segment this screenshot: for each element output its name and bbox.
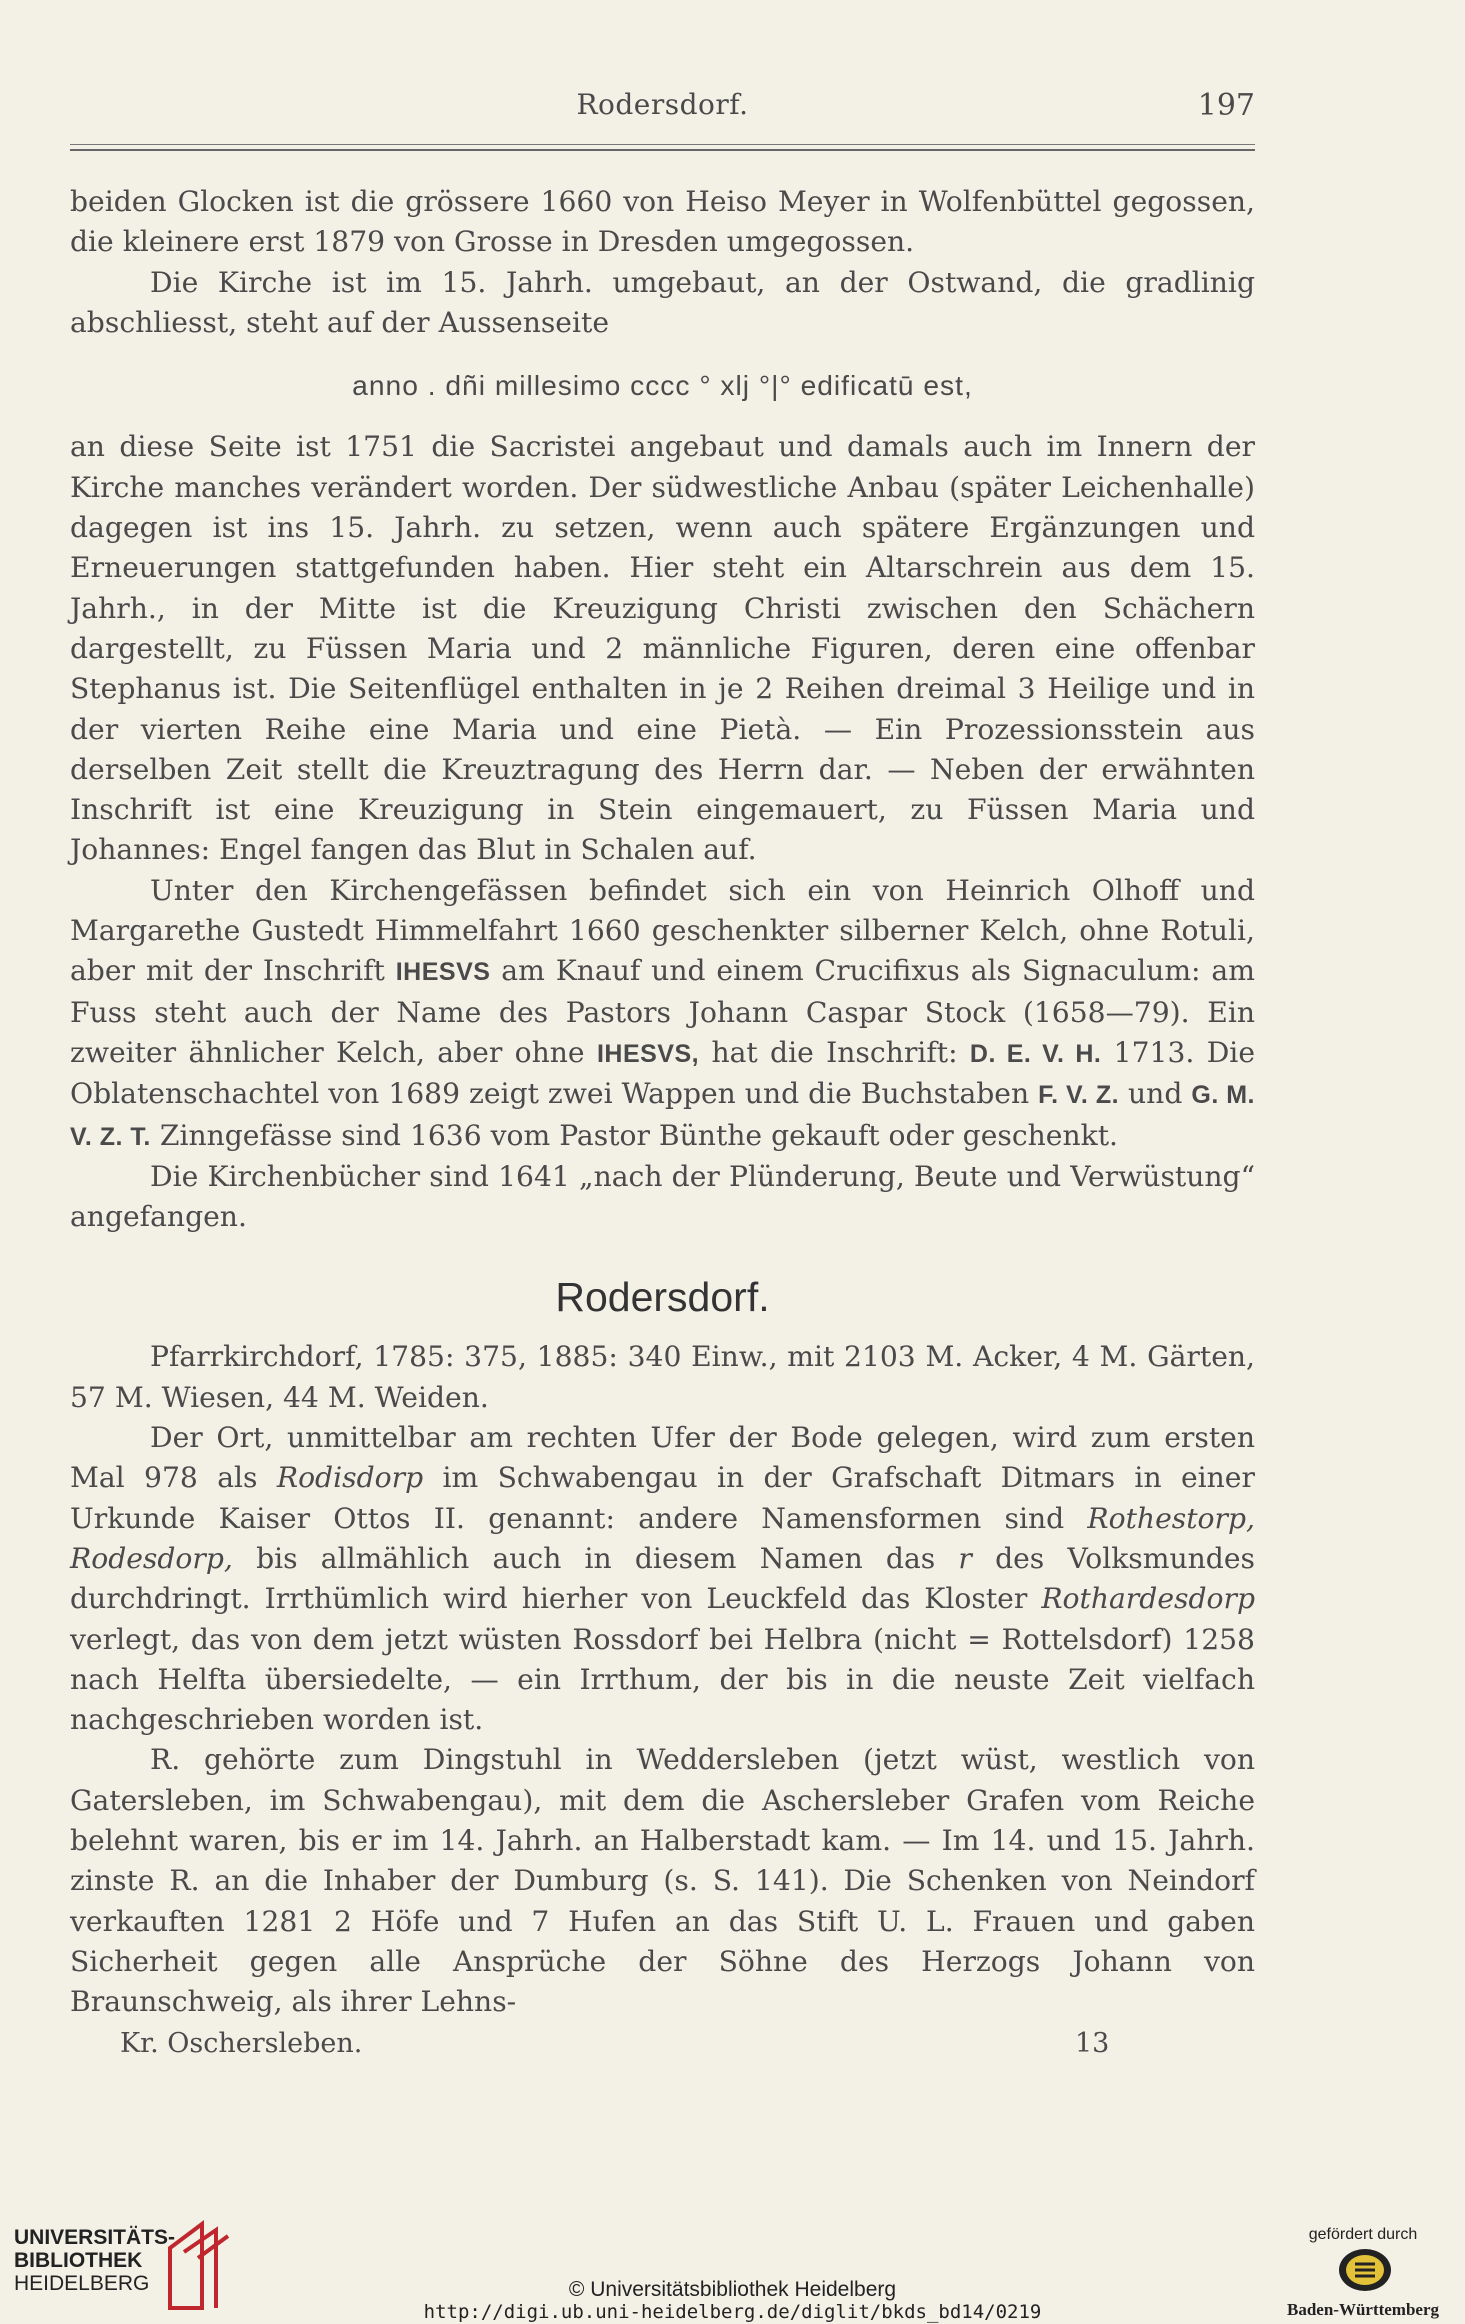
inscription-text: G. M. V. Z. T.: [70, 1081, 1256, 1151]
place-name: Rothardesdorp: [1041, 1582, 1256, 1616]
district-label: Kr. Oschersleben.: [120, 2028, 363, 2060]
text-run: am Knauf und einem Crucifixus als Signaculum: am Fuss steht auch der Name des Pastors Johann Caspar Stock (1658—79). Ein zweiter ähnlicher Kelch, aber ohne: [70, 954, 1255, 1069]
header-rule-thick: [70, 149, 1255, 151]
library-footer: [0, 2204, 1465, 2324]
paragraph: Pfarrkirchdorf, 1785: 375, 1885: 340 Einw., mit 2103 M. Acker, 4 M. Gärten, 57 M. Wiesen, 44 M. Weiden.: [70, 1340, 1255, 1414]
text-run: und: [1128, 1077, 1183, 1111]
page-body: [70, 182, 1255, 2064]
place-name: Rodisdorp: [276, 1461, 424, 1495]
inscription-text: IHESVS: [395, 958, 491, 987]
inscription-text: IHESVS,: [596, 1039, 700, 1068]
paragraph: [70, 1418, 1255, 1740]
running-title: Rodersdorf.: [576, 88, 749, 121]
inscription-text: F. V. Z.: [1038, 1081, 1120, 1110]
paragraph: Die Kirchenbücher sind 1641 „nach der Plünderung, Beute und Verwüstung“ angefangen.: [70, 1159, 1255, 1234]
text-run: Der Ort, unmittelbar am rechten Ufer der Bode gelegen, wird zum ersten Mal 978 als: [70, 1421, 1255, 1495]
text-run: bis allmählich auch in diesem Namen das: [256, 1541, 936, 1575]
funded-by-label: gefördert durch: [1308, 2226, 1418, 2243]
library-line: HEIDELBERG: [14, 2272, 150, 2295]
letter-emphasis: r: [958, 1541, 972, 1575]
inscription: anno . dñi millesimo cccc ° xlj °|° edificatū est,: [352, 369, 973, 402]
header-rule-thin: [70, 144, 1255, 145]
text-run: hat die Inschrift:: [711, 1035, 958, 1069]
sheet-signature: 13: [1075, 2028, 1110, 2060]
library-line: BIBLIOTHEK: [14, 2249, 143, 2272]
copyright-text: © Universitätsbibliothek Heidelberg: [568, 2278, 897, 2301]
inscription-text: D. E. V. H.: [969, 1039, 1102, 1068]
page-number: 197: [1197, 88, 1255, 123]
text-run: Unter den Kirchengefässen befindet sich ein von Heinrich Olhoff und Margarethe Gustedt Himmelfahrt 1660 geschenkter silberner Kelch, ohne Rotuli, aber mit der Inschrift: [70, 873, 1255, 988]
library-line: UNIVERSITÄTS-: [14, 2226, 176, 2249]
paragraph: [70, 871, 1255, 1157]
text-run: 1713. Die Oblatenschachtel von 1689 zeigt zwei Wappen und die Buchstaben: [70, 1035, 1255, 1111]
running-header: [70, 88, 1255, 128]
text-run: des Volksmundes durchdringt. Irrthümlich wird hierher von Leuckfeld das Kloster: [70, 1541, 1255, 1616]
paragraph: R. gehörte zum Dingstuhl in Weddersleben (jetzt wüst, westlich von Gatersleben, im Schwabengau), mit dem die Aschersleber Grafen vom Reiche belehnt waren, bis er im 14. Jahrh. an Halberstadt kam. — Im 14. und 15. Jahrh. zinste R. an die Inhaber der Dumburg (s. S. 141). Die Schenken von Neindorf verkauften 1281 2 Höfe und 7 Hufen an das Stift U. L. Frauen und gaben Sicherheit gegen alle Ansprüche der Söhne des Herzogs Johann von Braunschweig, als ihrer Lehns-: [70, 1743, 1255, 2019]
paragraph: Die Kirche ist im 15. Jahrh. umgebaut, an der Ostwand, die gradlinig abschliesst, steht auf der Aussenseite: [70, 265, 1255, 339]
paragraph: an diese Seite ist 1751 die Sacristei angebaut und damals auch im Innern der Kirche manches verändert worden. Der südwestliche Anbau (später Leichenhalle) dagegen ist ins 15. Jahrh. zu setzen, wenn auch spätere Ergänzungen und Erneuerungen stattgefunden haben. Hier steht ein Altarschrein aus dem 15. Jahrh., in der Mitte ist die Kreuzigung Christi zwischen den Schächern dargestellt, zu Füssen Maria und 2 männliche Figuren, deren eine offenbar Stephanus ist. Die Seitenflügel enthalten in je 2 Reihen dreimal 3 Heilige und in der vierten Reihe eine Maria und eine Pietà. — Ein Prozessionsstein aus derselben Zeit stellt die Kreuztragung des Herrn dar. — Neben der erwähnten Inschrift ist eine Kreuzigung in Stein eingemauert, zu Füssen Maria und Johannes: Engel fangen das Blut in Schalen auf.: [70, 430, 1255, 867]
place-name: Rothestorp, Rodesdorp,: [70, 1501, 1255, 1575]
source-url-link[interactable]: http://digi.ub.uni-heidelberg.de/diglit/bkds_bd14/0219: [423, 2301, 1042, 2323]
signature-line: [70, 2024, 1255, 2064]
text-run: verlegt, das von dem jetzt wüsten Rossdorf bei Helbra (nicht = Rottelsdorf) 1258 nach Helfta übersiedelte, — ein Irrthum, der bis in die neuste Zeit vielfach nachgeschrieben worden ist.: [70, 1622, 1255, 1737]
text-run: im Schwabengau in der Grafschaft Ditmars in einer Urkunde Kaiser Ottos II. genannt: andere Namensformen sind: [70, 1461, 1255, 1535]
state-coat-of-arms-icon: [1335, 2246, 1395, 2294]
section-heading: Rodersdorf.: [555, 1274, 770, 1321]
text-run: Zinngefässe sind 1636 vom Pastor Bünthe gekauft oder geschenkt.: [159, 1118, 1119, 1152]
paragraph: beiden Glocken ist die grössere 1660 von Heiso Meyer in Wolfenbüttel gegossen, die kleinere erst 1879 von Grosse in Dresden umgegossen.: [70, 185, 1255, 259]
state-name: Baden-Württemberg: [1286, 2300, 1440, 2319]
